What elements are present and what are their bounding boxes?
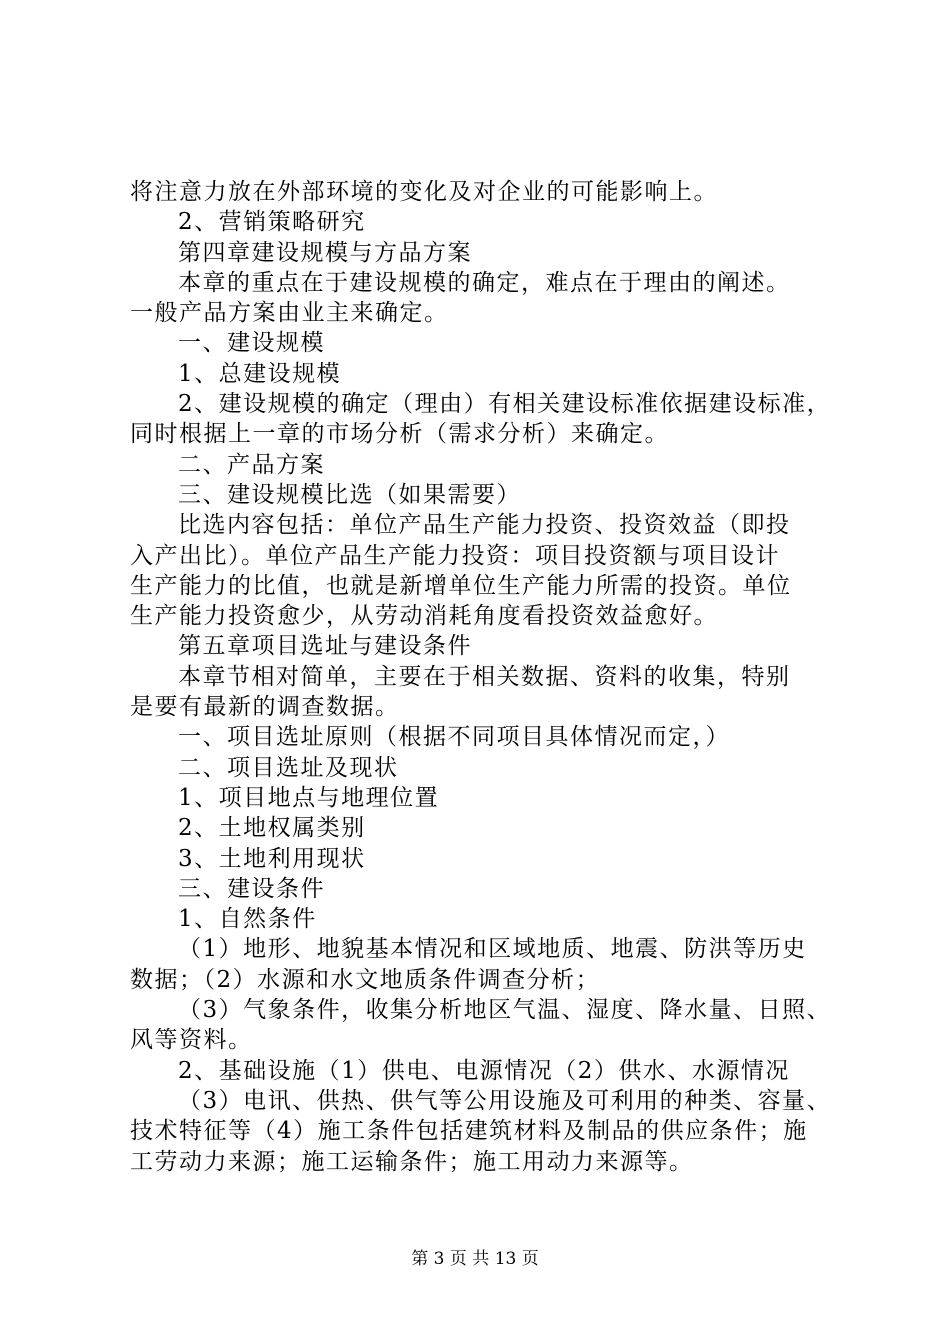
- text-line: 风等资料。: [130, 1027, 253, 1054]
- text-line: 2、营销策略研究: [178, 209, 366, 236]
- text-line: 第五章项目选址与建设条件: [178, 633, 472, 660]
- text-line: 一、建设规模: [178, 330, 325, 357]
- text-line: 一、项目选址原则（根据不同项目具体情况而定，）: [178, 724, 730, 751]
- document-body: [130, 177, 840, 1177]
- text-line: 2、土地权属类别: [178, 815, 366, 842]
- text-line: （1）地形、地貌基本情况和区域地质、地震、防洪等历史: [178, 936, 807, 963]
- text-line: 本章的重点在于建设规模的确定，难点在于理由的阐述。: [178, 269, 791, 296]
- text-line: 三、建设条件: [178, 875, 325, 902]
- text-line: 生产能力投资愈少，从劳动消耗角度看投资效益愈好。: [130, 603, 718, 630]
- text-line: 将注意力放在外部环境的变化及对企业的可能影响上。: [130, 179, 718, 205]
- text-line: 二、产品方案: [178, 451, 325, 478]
- page-footer: 第 3 页 共 13 页: [411, 1249, 539, 1269]
- text-line: 比选内容包括：单位产品生产能力投资、投资效益（即投: [178, 512, 791, 539]
- text-line: 二、项目选址及现状: [178, 754, 399, 781]
- text-line: 数据；（2）水源和水文地质条件调查分析；: [130, 966, 601, 993]
- text-line: 本章节相对简单，主要在于相关数据、资料的收集，特别: [178, 663, 791, 690]
- text-line: 工劳动力来源；施工运输条件；施工用动力来源等。: [130, 1148, 694, 1175]
- text-line: 2、基础设施（1）供电、电源情况（2）供水、水源情况: [178, 1057, 790, 1084]
- text-line: 三、建设规模比选（如果需要）: [178, 481, 521, 508]
- text-line: 入产出比）。单位产品生产能力投资：项目投资额与项目设计: [130, 542, 780, 569]
- text-line: 3、土地利用现状: [178, 845, 366, 872]
- text-line: 2、建设规模的确定（理由）有相关建设标准依据建设标准，: [178, 391, 832, 418]
- text-line: 1、自然条件: [178, 906, 317, 933]
- text-line: 1、总建设规模: [178, 360, 342, 387]
- text-line: 技术特征等（4）施工条件包括建筑材料及制品的供应条件；施: [130, 1118, 808, 1145]
- text-line: 同时根据上一章的市场分析（需求分析）来确定。: [130, 421, 669, 448]
- text-line: 生产能力的比值，也就是新增单位生产能力所需的投资。单位: [130, 572, 792, 599]
- text-line: 第四章建设规模与方品方案: [178, 239, 472, 266]
- text-line: 是要有最新的调查数据。: [130, 694, 400, 721]
- text-line: 1、项目地点与地理位置: [178, 784, 440, 811]
- text-line: （3）电讯、供热、供气等公用设施及可利用的种类、容量、: [178, 1087, 832, 1114]
- text-line: （3）气象条件，收集分析地区气温、湿度、降水量、日照、: [178, 997, 832, 1024]
- text-line: 一般产品方案由业主来确定。: [130, 300, 449, 327]
